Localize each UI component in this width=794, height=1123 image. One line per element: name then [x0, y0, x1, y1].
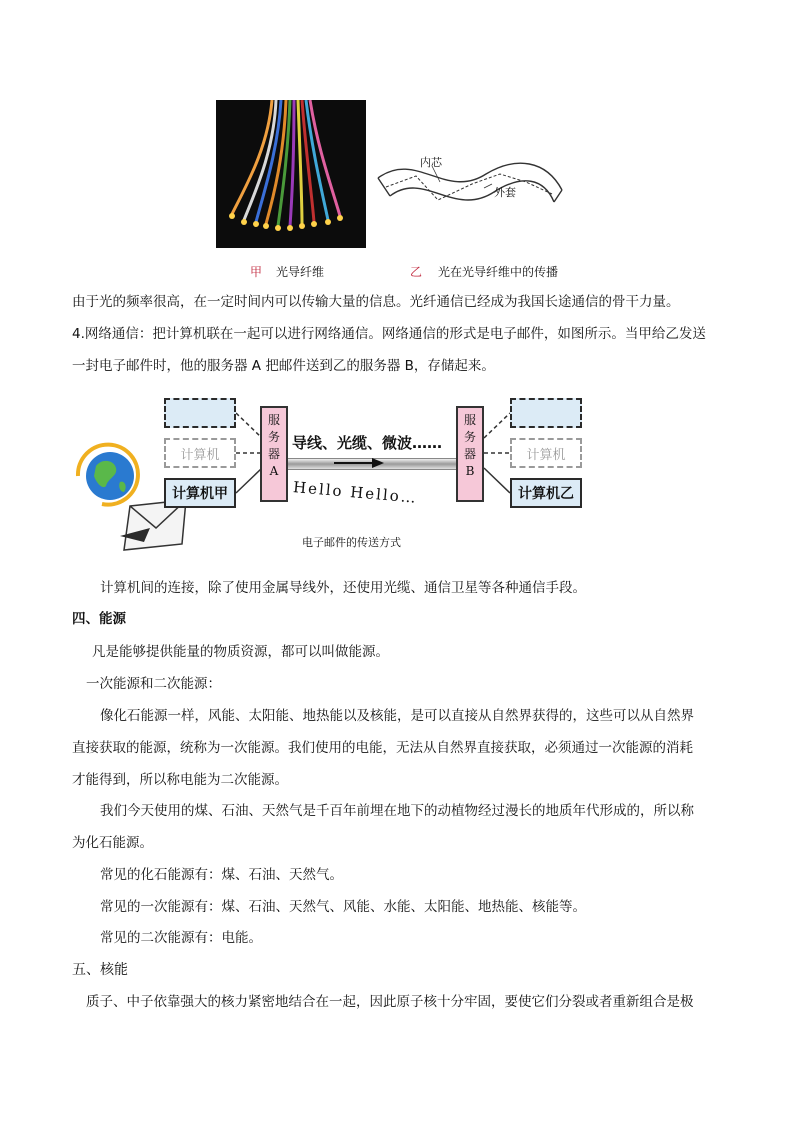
server-b-char-2: 务 — [463, 430, 476, 444]
heading-nuclear: 五、核能 — [72, 962, 128, 978]
list-fossil: 常见的化石能源有：煤、石油、天然气。 — [100, 867, 343, 883]
paragraph-primary-3: 才能得到，所以称电能为二次能源。 — [72, 772, 288, 788]
media-label: 导线、光缆、微波…… — [292, 434, 443, 452]
paragraph-fossil-1: 我们今天使用的煤、石油、天然气是千百年前埋在地下的动植物经过漫长的地质年代形成的，所以称 — [100, 803, 694, 819]
server-a — [260, 406, 288, 502]
fiber-bundle-image — [216, 100, 366, 248]
connectors-left — [236, 398, 262, 508]
server-b-char-3: 器 — [463, 447, 476, 461]
server-a-char-4: A — [269, 464, 279, 478]
paragraph-energy-def: 凡是能够提供能量的物质资源，都可以叫做能源。 — [92, 644, 389, 660]
caption-b-mark: 乙 — [410, 265, 423, 279]
paragraph-primary-1: 像化石能源一样，风能、太阳能、地热能以及核能，是可以直接从自然界获得的，这些可以从自然界 — [100, 708, 694, 724]
paragraph-connection: 计算机间的连接，除了使用金属导线外，还使用光缆、通信卫星等各种通信手段。 — [100, 580, 586, 596]
caption-a-text: 光导纤维 — [276, 265, 325, 279]
server-a-char-3: 器 — [267, 447, 280, 461]
paragraph-energy-kinds: 一次能源和二次能源： — [86, 676, 221, 692]
paragraph-nuclear: 质子、中子依靠强大的核力紧密地结合在一起，因此原子核十分牢固，要使它们分裂或者重新组合是极 — [86, 994, 694, 1010]
email-diagram — [72, 392, 592, 560]
hello-label: Hello Hello… — [292, 478, 419, 507]
computer-placeholder-left — [164, 398, 236, 428]
computer-gray-right: 计算机 — [510, 438, 582, 468]
server-a-char-2: 务 — [267, 430, 280, 444]
computer-gray-left: 计算机 — [164, 438, 236, 468]
fiber-diagram — [376, 140, 572, 220]
paragraph-primary-2: 直接获取的能源，统称为一次能源。我们使用的电能，无法从自然界直接获取，必须通过一次能源的消耗 — [72, 740, 693, 756]
caption-b-text: 光在光导纤维中的传播 — [438, 265, 559, 279]
fiber-cladding-label: 外套 — [494, 186, 516, 199]
computer-placeholder-right — [510, 398, 582, 428]
fiber-photo — [216, 100, 366, 248]
caption-a-mark: 甲 — [250, 265, 263, 279]
server-b-char-4: B — [465, 464, 475, 478]
light-propagation-diagram — [376, 140, 572, 220]
paragraph-fossil-2: 为化石能源。 — [72, 835, 153, 851]
server-a-char-1: 服 — [267, 413, 280, 427]
computer-b: 计算机乙 — [510, 478, 582, 508]
email-caption: 电子邮件的传送方式 — [302, 536, 401, 549]
list-secondary: 常见的二次能源有：电能。 — [100, 930, 262, 946]
list-primary: 常见的一次能源有：煤、石油、天然气、风能、水能、太阳能、地热能、核能等。 — [100, 899, 586, 915]
server-b — [456, 406, 484, 502]
server-b-char-1: 服 — [463, 413, 476, 427]
paragraph-fiber: 由于光的频率很高，在一定时间内可以传输大量的信息。光纤通信已经成为我国长途通信的骨干力量。 — [72, 294, 680, 310]
arrow-right-icon — [334, 455, 384, 471]
paragraph-network-1: 4.网络通信：把计算机联在一起可以进行网络通信。网络通信的形式是电子邮件，如图所示。当甲给乙发送 — [72, 326, 706, 342]
heading-energy: 四、能源 — [72, 611, 126, 627]
paragraph-network-2: 一封电子邮件时，他的服务器 A 把邮件送到乙的服务器 B，存储起来。 — [72, 358, 495, 374]
computer-a: 计算机甲 — [164, 478, 236, 508]
connectors-right — [484, 398, 510, 508]
fiber-core-label: 内芯 — [420, 156, 442, 169]
